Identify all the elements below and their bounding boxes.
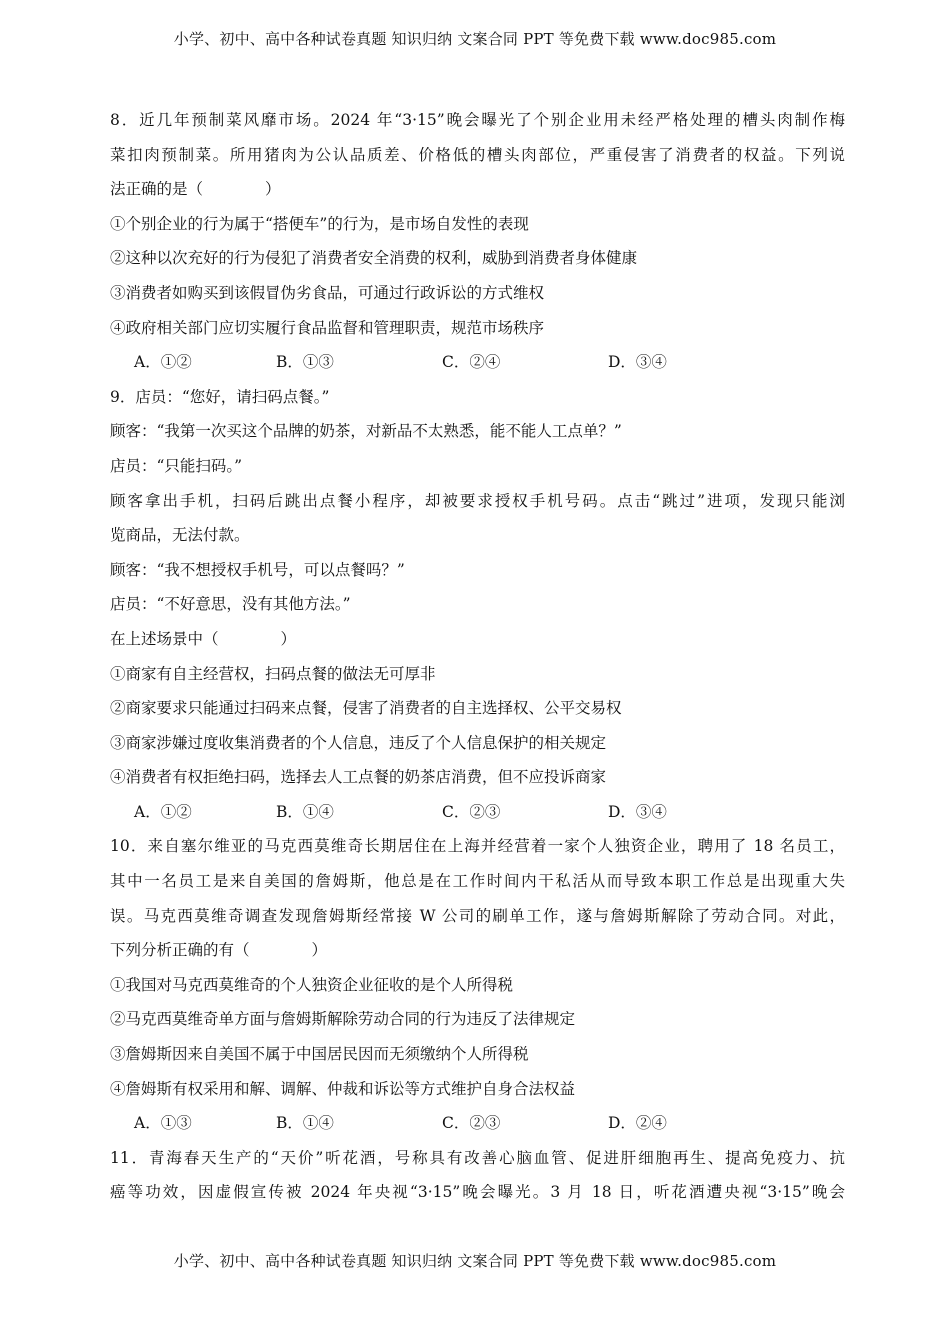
document-body [110,103,845,1210]
question-stem-line: 览商品，无法付款。 [110,526,250,545]
option-c: C．②④ [442,353,501,372]
statement-item: ④政府相关部门应切实履行食品监督和管理职责，规范市场秩序 [110,318,545,337]
answer-options [110,345,845,380]
answer-options [110,795,845,830]
question-9 [110,380,845,830]
statement-item: ③商家涉嫌过度收集消费者的个人信息，违反了个人信息保护的相关规定 [110,733,607,752]
option-a: A．①② [134,353,192,372]
statement-item: ①我国对马克西莫维奇的个人独资企业征收的是个人所得税 [110,975,514,994]
option-a: A．①② [134,802,192,821]
question-stem-line: 顾客：“我第一次买这个品牌的奶茶，对新品不太熟悉，能不能人工点单？” [110,422,622,441]
option-c: C．②③ [442,1114,501,1133]
answer-options [110,1106,845,1141]
question-stem-line: 法正确的是（ ） [110,180,281,199]
question-8 [110,103,845,380]
statement-item: ①商家有自主经营权，扫码点餐的做法无可厚非 [110,664,436,683]
question-stem-line: 顾客拿出手机，扫码后跳出点餐小程序，却被要求授权手机号码。点击“跳过”进项，发现只能浏 [110,491,845,510]
question-stem-line: 10．来自塞尔维亚的马克西莫维奇长期居住在上海并经营着一家个人独资企业，聘用了 18 名员工， [110,837,845,856]
option-b: B．①④ [276,802,334,821]
option-d: D．②④ [608,1114,667,1133]
question-stem-line: 8．近几年预制菜风靡市场。2024 年“3·15”晚会曝光了个别企业用未经严格处理的槽头肉制作梅 [110,111,845,129]
question-stem-line: 其中一名员工是来自美国的詹姆斯，他总是在工作时间内干私活从而导致本职工作总是出现重大失 [110,872,845,891]
question-stem-line: 误。马克西莫维奇调查发现詹姆斯经常接 W 公司的刷单工作，遂与詹姆斯解除了劳动合同。对此， [110,906,845,925]
question-stem-line: 店员：“只能扫码。” [110,456,243,475]
statement-item: ②这种以次充好的行为侵犯了消费者安全消费的权利，威胁到消费者身体健康 [110,249,638,268]
statement-item: ①个别企业的行为属于“搭便车”的行为，是市场自发性的表现 [110,214,529,233]
statement-item: ②商家要求只能通过扫码来点餐，侵害了消费者的自主选择权、公平交易权 [110,699,622,718]
question-stem-line: 下列分析正确的有（ ） [110,941,328,960]
statement-item: ④詹姆斯有权采用和解、调解、仲裁和诉讼等方式维护自身合法权益 [110,1079,576,1098]
option-d: D．③④ [608,353,667,372]
question-stem-line: 菜扣肉预制菜。所用猪肉为公认品质差、价格低的槽头肉部位，严重侵害了消费者的权益。下列说 [110,145,845,164]
question-stem-line: 店员：“不好意思，没有其他方法。” [110,595,351,614]
statement-item: ③消费者如购买到该假冒伪劣食品，可通过行政诉讼的方式维权 [110,283,545,302]
question-11 [110,1141,845,1210]
page-header: 小学、初中、高中各种试卷真题 知识归纳 文案合同 PPT 等免费下载 www.doc985.com [173,30,777,48]
question-stem-line: 11．青海春天生产的“天价”听花酒，号称具有改善心脑血管、促进肝细胞再生、提高免疫力、抗 [110,1148,845,1167]
statement-item: ②马克西莫维奇单方面与詹姆斯解除劳动合同的行为违反了法律规定 [110,1010,576,1029]
option-b: B．①③ [276,353,334,372]
option-b: B．①④ [276,1114,334,1133]
question-stem-line: 在上述场景中（ ） [110,629,297,648]
page-footer: 小学、初中、高中各种试卷真题 知识归纳 文案合同 PPT 等免费下载 www.doc985.com [173,1252,777,1270]
option-c: C．②③ [442,802,501,821]
statement-item: ④消费者有权拒绝扫码，选择去人工点餐的奶茶店消费，但不应投诉商家 [110,768,607,787]
question-stem-line: 9．店员：“您好，请扫码点餐。” [110,387,330,406]
question-stem-line: 癌等功效，因虚假宣传被 2024 年央视“3·15”晚会曝光。3 月 18 日，听花酒遭央视“3·15”晚会 [110,1183,845,1202]
option-d: D．③④ [608,802,667,821]
question-stem-line: 顾客：“我不想授权手机号，可以点餐吗？” [110,560,405,579]
statement-item: ③詹姆斯因来自美国不属于中国居民因而无须缴纳个人所得税 [110,1045,529,1064]
question-10 [110,829,845,1140]
option-a: A．①③ [134,1114,192,1133]
